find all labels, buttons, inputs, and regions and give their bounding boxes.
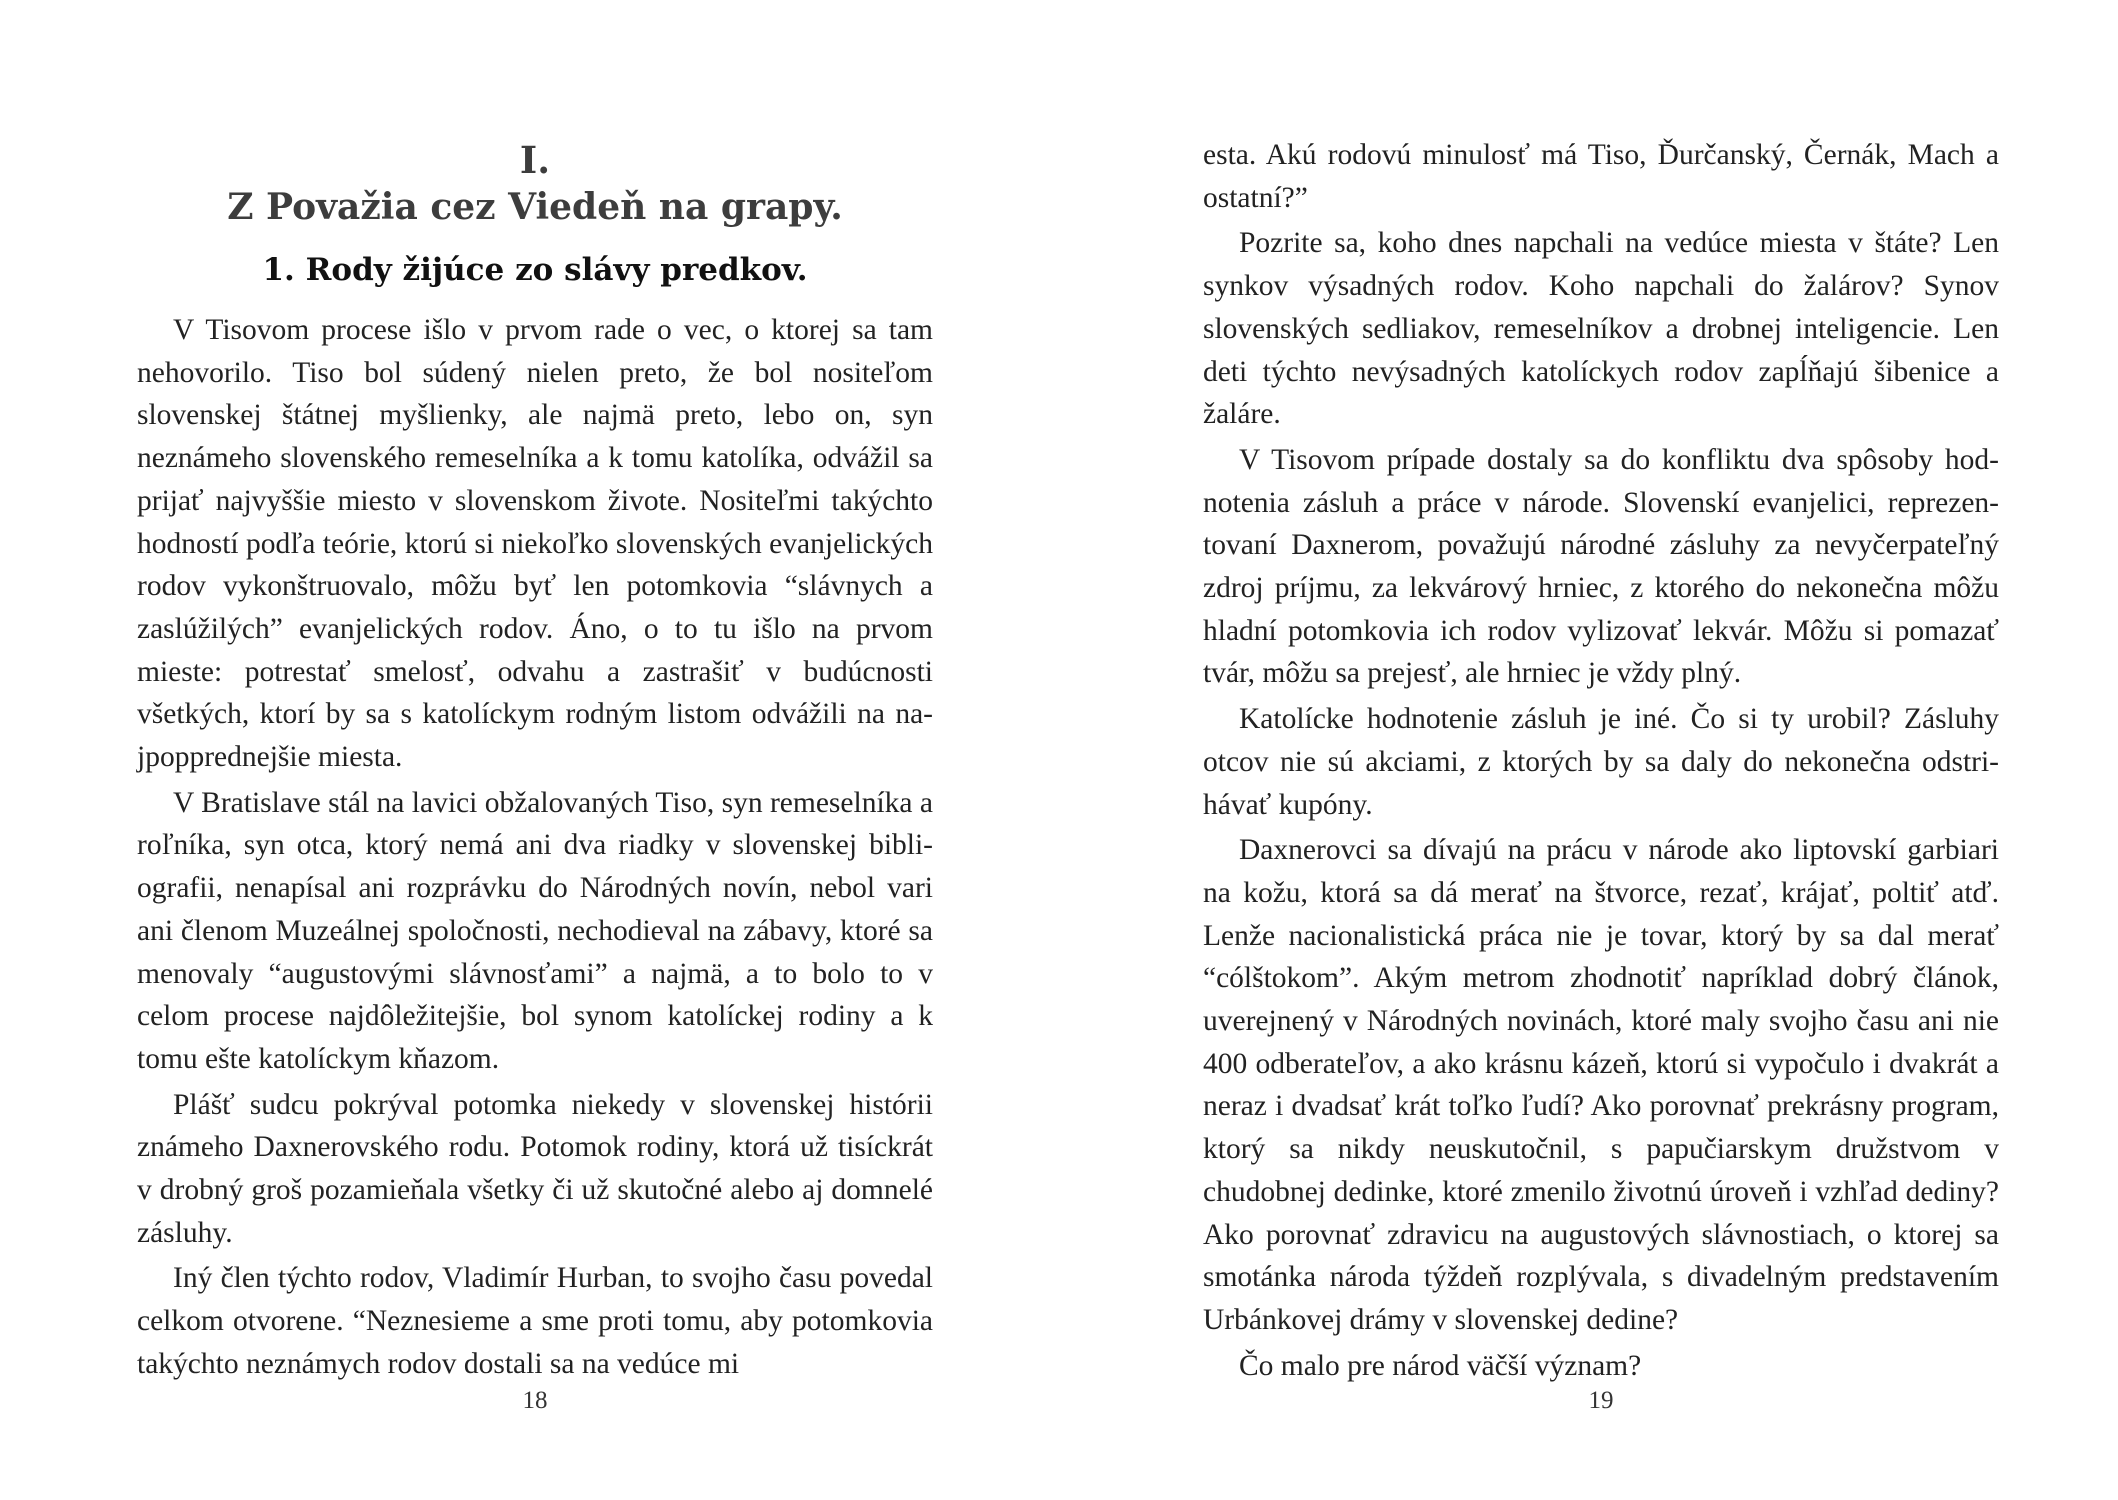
continued-paragraph: esta. Akú rodovú minulosť má Tiso, Ďurčanský, Černák, Mach a ostatní?” (1203, 139, 1999, 214)
paragraph: Daxnerovci sa dívajú na prácu v národe ako liptovskí garbiari na kožu, ktorá sa dá merať na štvorce, rezať, krájať, poltiť atď. Lenže nacionalistická práca nie je tovar, ktorý by sa dal merať “cólštokom”. Akým metrom zhodnotiť napríklad dobrý článok, uverejnený v Národných novinách, ktoré maly svojho času ani nie 400 odberateľov, a ako krásnu kázeň, ktorú si vypočulo i dvakrát a neraz i dvadsať krát toľko ľudí? Ako porovnať prekrásny program, ktorý sa nikdy neuskutočnil, s papučiarskym družstvom v chudobnej dedinke, ktoré zmenilo životnú úroveň i vzhľad dediny? Ako porovnať zdravicu na augustových slávnostiach, o ktorej sa smotánka národa týždeň rozplývala, s divadelným predstavením Urbánkovej drámy v slovenskej dedine? (1203, 834, 1999, 1336)
paragraph: V Bratislave stál na lavici obžalovaných Tiso, syn remeselníka a roľníka, syn otca, ktorý nemá ani dva riadky v slovenskej bibliografii, nenapísal ani rozprávku do Národných novín, nebol vari ani členom Muzeálnej spoločnosti, nechodieval na zábavy, ktoré sa menovaly “augustovými slávnosťami” a najmä, a to bolo to v celom procese najdôležitejšie, bol synom katolíckej rodiny a k tomu ešte katolíckym kňazom. (137, 786, 933, 1075)
section-title: 1. Rody žijúce zo slávy predkov. (262, 252, 808, 288)
chapter-number: I. (519, 138, 551, 182)
paragraph: Plášť sudcu pokrýval potomka niekedy v slovenskej histórii známeho Daxnerovského rodu. Potomok rodiny, ktorá už tisíckrát v drobný groš pozamieňala všetky či už skutočné alebo aj domnelé zásluhy. (137, 1088, 933, 1249)
paragraph: V Tisovom procese išlo v prvom rade o vec, o ktorej sa tam nehovorilo. Tiso bol súdený nielen preto, že bol nositeľom slovenskej štátnej myšlienky, ale najmä preto, lebo on, syn neznámeho slovenského remeselníka a k tomu katolíka, odvážil sa prijať najvyššie miesto v slovenskom živote. Nositeľmi takýchto hodností podľa teórie, ktorú si niekoľko slovenských evanjelických rodov vykonštruovalo, môžu byť len potomkovia “slávnych a zaslúžilých” evanjelických rodov. Áno, o to tu išlo na prvom mieste: potrestať smelosť, odvahu a zastrašiť v budúcnosti všetkých, ktorí by sa s katolíckym rodným listom odvážili na najpopprednejšie miesta. (137, 314, 933, 774)
right-body-text (1203, 134, 1999, 1387)
paragraph: Pozrite sa, koho dnes napchali na vedúce miesta v štáte? Len synkov výsadných rodov. Koho napchali do žalárov? Synov slovenských sedliakov, remeselníkov a drobnej inteligencie. Len deti týchto nevýsadných katolíckych rodov zapĺňajú šibenice a žaláre. (1203, 227, 1999, 431)
chapter-title: Z Považia cez Viedeň na grapy. (227, 186, 843, 228)
page-number: 19 (1588, 1387, 1614, 1414)
paragraph: Iný člen týchto rodov, Vladimír Hurban, to svojho času povedal celkom otvorene. “Neznesieme a sme proti tomu, aby potomkovia takýchto neznámych rodov dostali sa na vedúce mi (137, 1262, 933, 1380)
left-body-text (137, 309, 933, 1386)
paragraph: Čo malo pre národ väčší význam? (1239, 1349, 1642, 1382)
paragraph: Katolícke hodnotenie zásluh je iné. Čo si ty urobil? Zásluhy otcov nie sú akciami, z ktorých by sa daly do nekonečna odstrihávať kupóny. (1203, 703, 1999, 821)
page-number: 18 (522, 1387, 548, 1414)
paragraph: V Tisovom prípade dostaly sa do konfliktu dva spôsoby hodnotenia zásluh a práce v národe. Slovenskí evanjelici, reprezentovaní Daxnerom, považujú národné zásluhy za nevyčerpateľný zdroj príjmu, za lekvárový hrniec, z ktorého do nekonečna môžu hladní potomkovia ich rodov vylizovať lekvár. Môžu si pomazať tvár, môžu sa prejesť, ale hrniec je vždy plný. (1203, 443, 1999, 690)
right-page (1059, 0, 2118, 1500)
